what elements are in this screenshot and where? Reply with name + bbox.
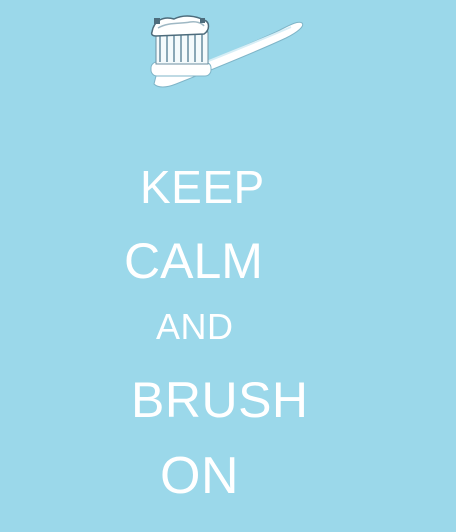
headline-brush: BRUSH <box>131 372 309 428</box>
toothbrush-icon <box>146 10 304 92</box>
headline-calm: CALM <box>124 233 263 289</box>
headline-on: ON <box>160 447 239 505</box>
headline-and: AND <box>156 306 234 347</box>
headline-keep: KEEP <box>140 161 265 213</box>
